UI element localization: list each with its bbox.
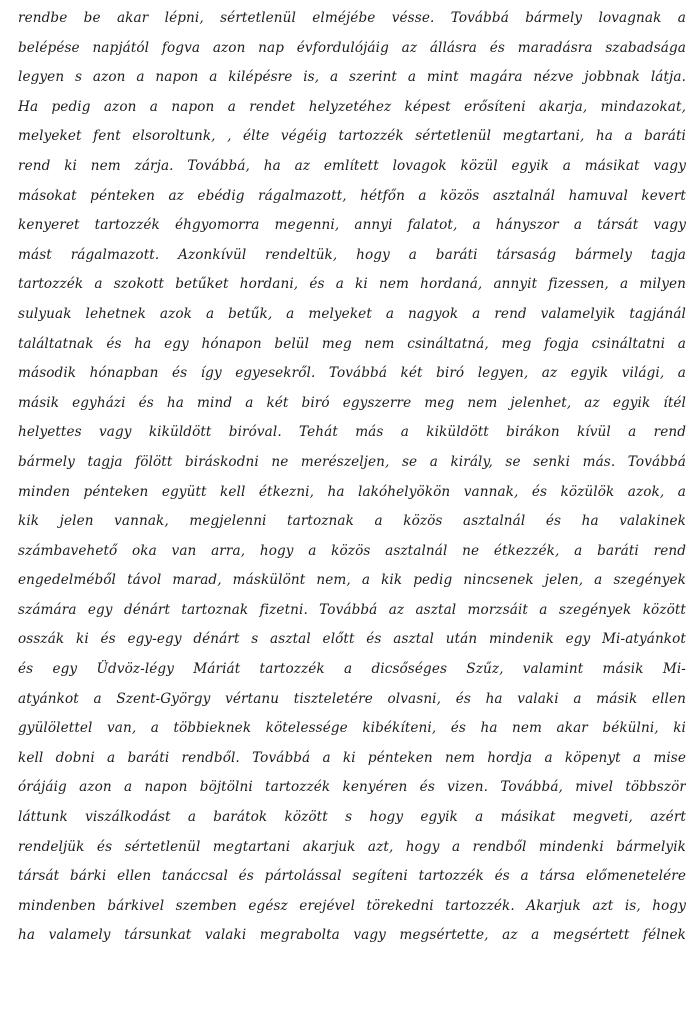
text-line: sulyuak lehetnek azok a betűk, a melyeket a nagyok a rend valamelyik tagjánál xyxy=(18,305,686,322)
text-line: engedelméből távol marad, máskülönt nem, a kik pedig nincsenek jelen, a szegények xyxy=(18,572,686,589)
text-line: helyettes vagy kiküldött biróval. Tehát más a kiküldött birákon kívül a rend xyxy=(18,424,686,441)
text-line: társát bárki ellen tanáccsal és pártolással segíteni tartozzék és a társa előmenetelére xyxy=(18,868,686,885)
text-line: gyülölettel van, a többieknek kötelessége kibékíteni, és ha nem akar békülni, ki xyxy=(18,720,686,737)
text-line: számbavehető oka van arra, hogy a közös asztalnál ne étkezzék, a baráti rend xyxy=(18,542,686,559)
text-line: Ha pedig azon a napon a rendet helyzetéhez képest erősíteni akarja, mindazokat, xyxy=(18,98,686,115)
text-line: másik egyházi és ha mind a két biró egyszerre meg nem jelenhet, az egyik ítél xyxy=(18,394,686,411)
text-line: rendeljük és sértetlenül megtartani akarjuk azt, hogy a rendből mindenki bármelyik xyxy=(18,838,686,855)
text-line: bármely tagja fölött biráskodni ne merészeljen, se a király, se senki más. Továbbá xyxy=(18,453,686,470)
text-line: mindenben bárkivel szemben egész erejével törekedni tartozzék. Akarjuk azt is, hogy xyxy=(18,897,686,914)
text-line: rendbe be akar lépni, sértetlenül elméjébe vésse. Továbbá bármely lovagnak a xyxy=(18,10,686,26)
manuscript-text xyxy=(18,4,686,951)
text-line: tartozzék a szokott betűket hordani, és a ki nem hordaná, annyit fizessen, a milyen xyxy=(18,276,686,293)
text-line: ha valamely társunkat valaki megrabolta vagy megsértette, az a megsértett félnek xyxy=(18,927,686,944)
text-line: második hónapban és így egyesekről. Továbbá két biró legyen, az egyik világi, a xyxy=(18,365,686,382)
text-line: másokat pénteken az ebédig rágalmazott, hétfőn a közös asztalnál hamuval kevert xyxy=(18,187,686,204)
text-line: belépése napjától fogva azon nap évfordulójáig az állásra és maradásra szabadsága xyxy=(18,39,686,56)
text-line: rend ki nem zárja. Továbbá, ha az említett lovagok közül egyik a másikat vagy xyxy=(18,157,686,174)
text-line: számára egy dénárt tartoznak fizetni. Továbbá az asztal morzsáit a szegények között xyxy=(18,601,686,618)
text-line: melyeket fent elsoroltunk, , élte végéig tartozzék sértetlenül megtartani, ha a baráti xyxy=(18,128,686,145)
text-line: kik jelen vannak, megjelenni tartoznak a közös asztalnál és ha valakinek xyxy=(18,513,686,530)
text-line: minden pénteken együtt kell étkezni, ha lakóhelyökön vannak, és közülök azok, a xyxy=(18,483,686,500)
text-line: láttunk viszálkodást a barátok között s hogy egyik a másikat megveti, azért xyxy=(18,809,686,826)
text-line: kenyeret tartozzék éhgyomorra megenni, annyi falatot, a hányszor a társát vagy xyxy=(18,217,686,234)
text-line: atyánkot a Szent-György vértanu tiszteletére olvasni, és ha valaki a másik ellen xyxy=(18,690,686,707)
text-line: mást rágalmazott. Azonkívül rendeltük, hogy a baráti társaság bármely tagja xyxy=(18,246,686,263)
text-line: legyen s azon a napon a kilépésre is, a szerint a mint magára nézve jobbnak látja. xyxy=(18,69,686,86)
text-line: kell dobni a baráti rendből. Továbbá a ki pénteken nem hordja a köpenyt a mise xyxy=(18,749,686,766)
text-line: találtatnak és ha egy hónapon belül meg nem csináltatná, meg fogja csináltatni a xyxy=(18,335,686,352)
text-line: és egy Üdvöz-légy Máriát tartozzék a dicsőséges Szűz, valamint másik Mi- xyxy=(18,661,686,678)
text-line: órájáig azon a napon böjtölni tartozzék kenyéren és vizen. Továbbá, mivel többször xyxy=(18,779,686,796)
text-line: osszák ki és egy-egy dénárt s asztal előtt és asztal után mindenik egy Mi-atyánkot xyxy=(18,631,686,648)
